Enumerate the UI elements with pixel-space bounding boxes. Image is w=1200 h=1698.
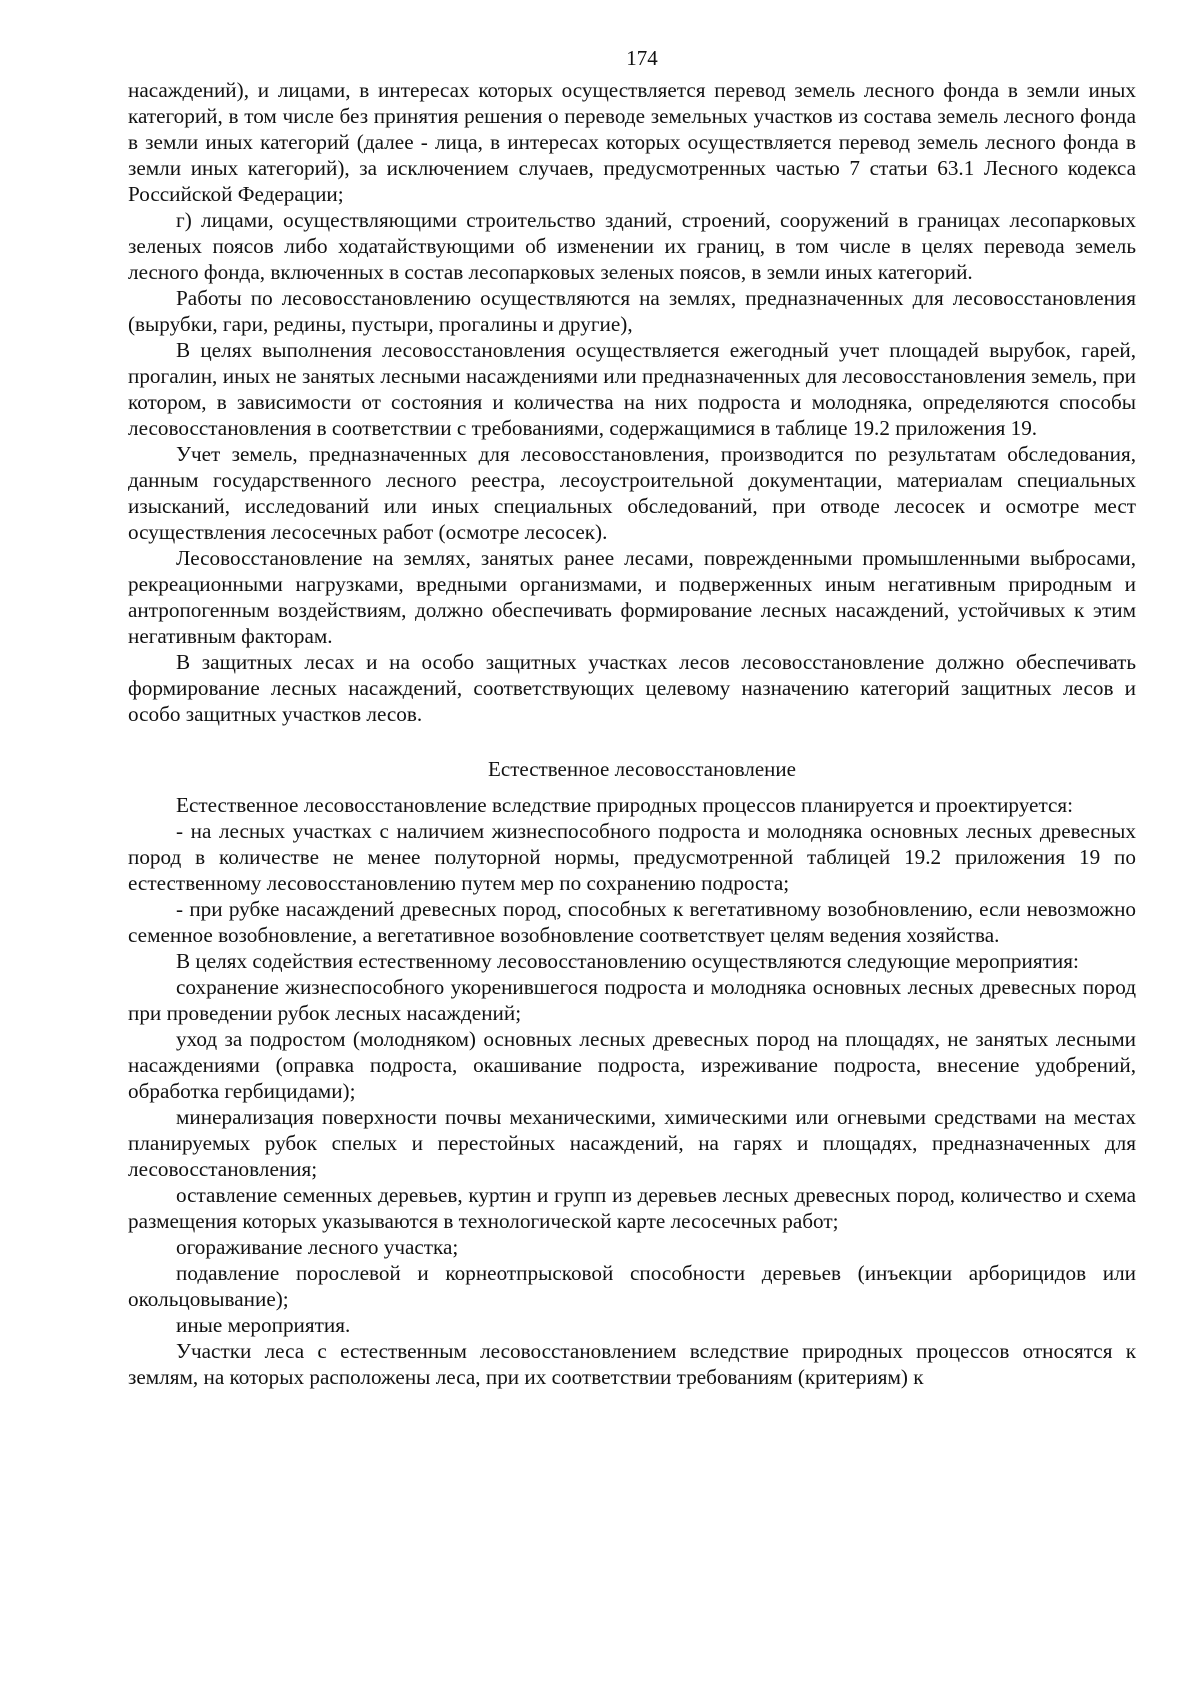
paragraph: В защитных лесах и на особо защитных участках лесов лесовосстановление должно обеспечивать формирование лесных насаждений, соответствующих целевому назначению категорий защитных лесов и особо защитных участков лесов. [128, 650, 1136, 726]
paragraph: Участки леса с естественным лесовосстановлением вследствие природных процессов относятся к землям, на которых расположены леса, при их соответствии требованиям (критериям) к [128, 1339, 1136, 1389]
body-text-top [128, 77, 1136, 727]
paragraph: Учет земель, предназначенных для лесовосстановления, производится по результатам обследования, данным государственного лесного реестра, лесоустроительной документации, материалам специальных изысканий, исследований или иных специальных обследований, при отводе лесосек и осмотре мест осуществления лесосечных работ (осмотре лесосек). [128, 442, 1136, 544]
paragraph: Работы по лесовосстановлению осуществляются на землях, предназначенных для лесовосстановления (вырубки, гари, редины, пустыри, прогалины и другие), [128, 286, 1136, 336]
paragraph: г) лицами, осуществляющими строительство зданий, строений, сооружений в границах лесопарковых зеленых поясов либо ходатайствующими об изменении их границ, в том числе в целях перевода земель лесного фонда, включенных в состав лесопарковых зеленых поясов, в земли иных категорий. [128, 208, 1136, 284]
paragraph: Естественное лесовосстановление вследствие природных процессов планируется и проектируется: [176, 793, 1074, 817]
paragraph: Лесовосстановление на землях, занятых ранее лесами, поврежденными промышленными выбросами, рекреационными нагрузками, вредными организмами, и подверженных иным негативным природным и антропогенным воздействиям, должно обеспечивать формирование лесных насаждений, устойчивых к этим негативным факторам. [128, 546, 1136, 648]
section-heading: Естественное лесовосстановление [488, 757, 796, 781]
list-item: иные мероприятия. [176, 1313, 351, 1337]
paragraph: насаждений), и лицами, в интересах которых осуществляется перевод земель лесного фонда в земли иных категорий, в том числе без принятия решения о переводе земельных участков из состава земель лесного фонда в земли иных категорий (далее - лица, в интересах которых осуществляется перевод земель лесного фонда в земли иных категорий), за исключением случаев, предусмотренных частью 7 статьи 63.1 Лесного кодекса Российской Федерации; [128, 78, 1136, 206]
list-item: сохранение жизнеспособного укоренившегося подроста и молодняка основных лесных древесных пород при проведении рубок лесных насаждений; [128, 975, 1136, 1025]
paragraph: В целях содействия естественному лесовосстановлению осуществляются следующие мероприятия: [176, 949, 1079, 973]
list-item: подавление порослевой и корнеотпрысковой способности деревьев (инъекции арборицидов или окольцовывание); [128, 1261, 1136, 1311]
body-text-bottom [128, 792, 1136, 1390]
list-item: уход за подростом (молодняком) основных лесных древесных пород на площадях, не занятых лесными насаждениями (оправка подроста, окашивание подроста, изреживание подроста, внесение удобрений, обработка гербицидами); [128, 1027, 1136, 1103]
list-item: - на лесных участках с наличием жизнеспособного подроста и молодняка основных лесных древесных пород в количестве не менее полуторной нормы, предусмотренной таблицей 19.2 приложения 19 по естественному лесовосстановлению путем мер по сохранению подроста; [128, 819, 1136, 895]
list-item: огораживание лесного участка; [176, 1235, 459, 1259]
paragraph: В целях выполнения лесовосстановления осуществляется ежегодный учет площадей вырубок, гарей, прогалин, иных не занятых лесными насаждениями или предназначенных для лесовосстановления земель, при котором, в зависимости от состояния и количества на них подроста и молодняка, определяются способы лесовосстановления в соответствии с требованиями, содержащимися в таблице 19.2 приложения 19. [128, 338, 1136, 440]
list-item: оставление семенных деревьев, куртин и групп из деревьев лесных древесных пород, количество и схема размещения которых указываются в технологической карте лесосечных работ; [128, 1183, 1136, 1233]
list-item: минерализация поверхности почвы механическими, химическими или огневыми средствами на местах планируемых рубок спелых и перестойных насаждений, на гарях и площадях, предназначенных для лесовосстановления; [128, 1105, 1136, 1181]
list-item: - при рубке насаждений древесных пород, способных к вегетативному возобновлению, если невозможно семенное возобновление, а вегетативное возобновление соответствует целям ведения хозяйства. [128, 897, 1136, 947]
page-number: 174 [626, 46, 658, 70]
